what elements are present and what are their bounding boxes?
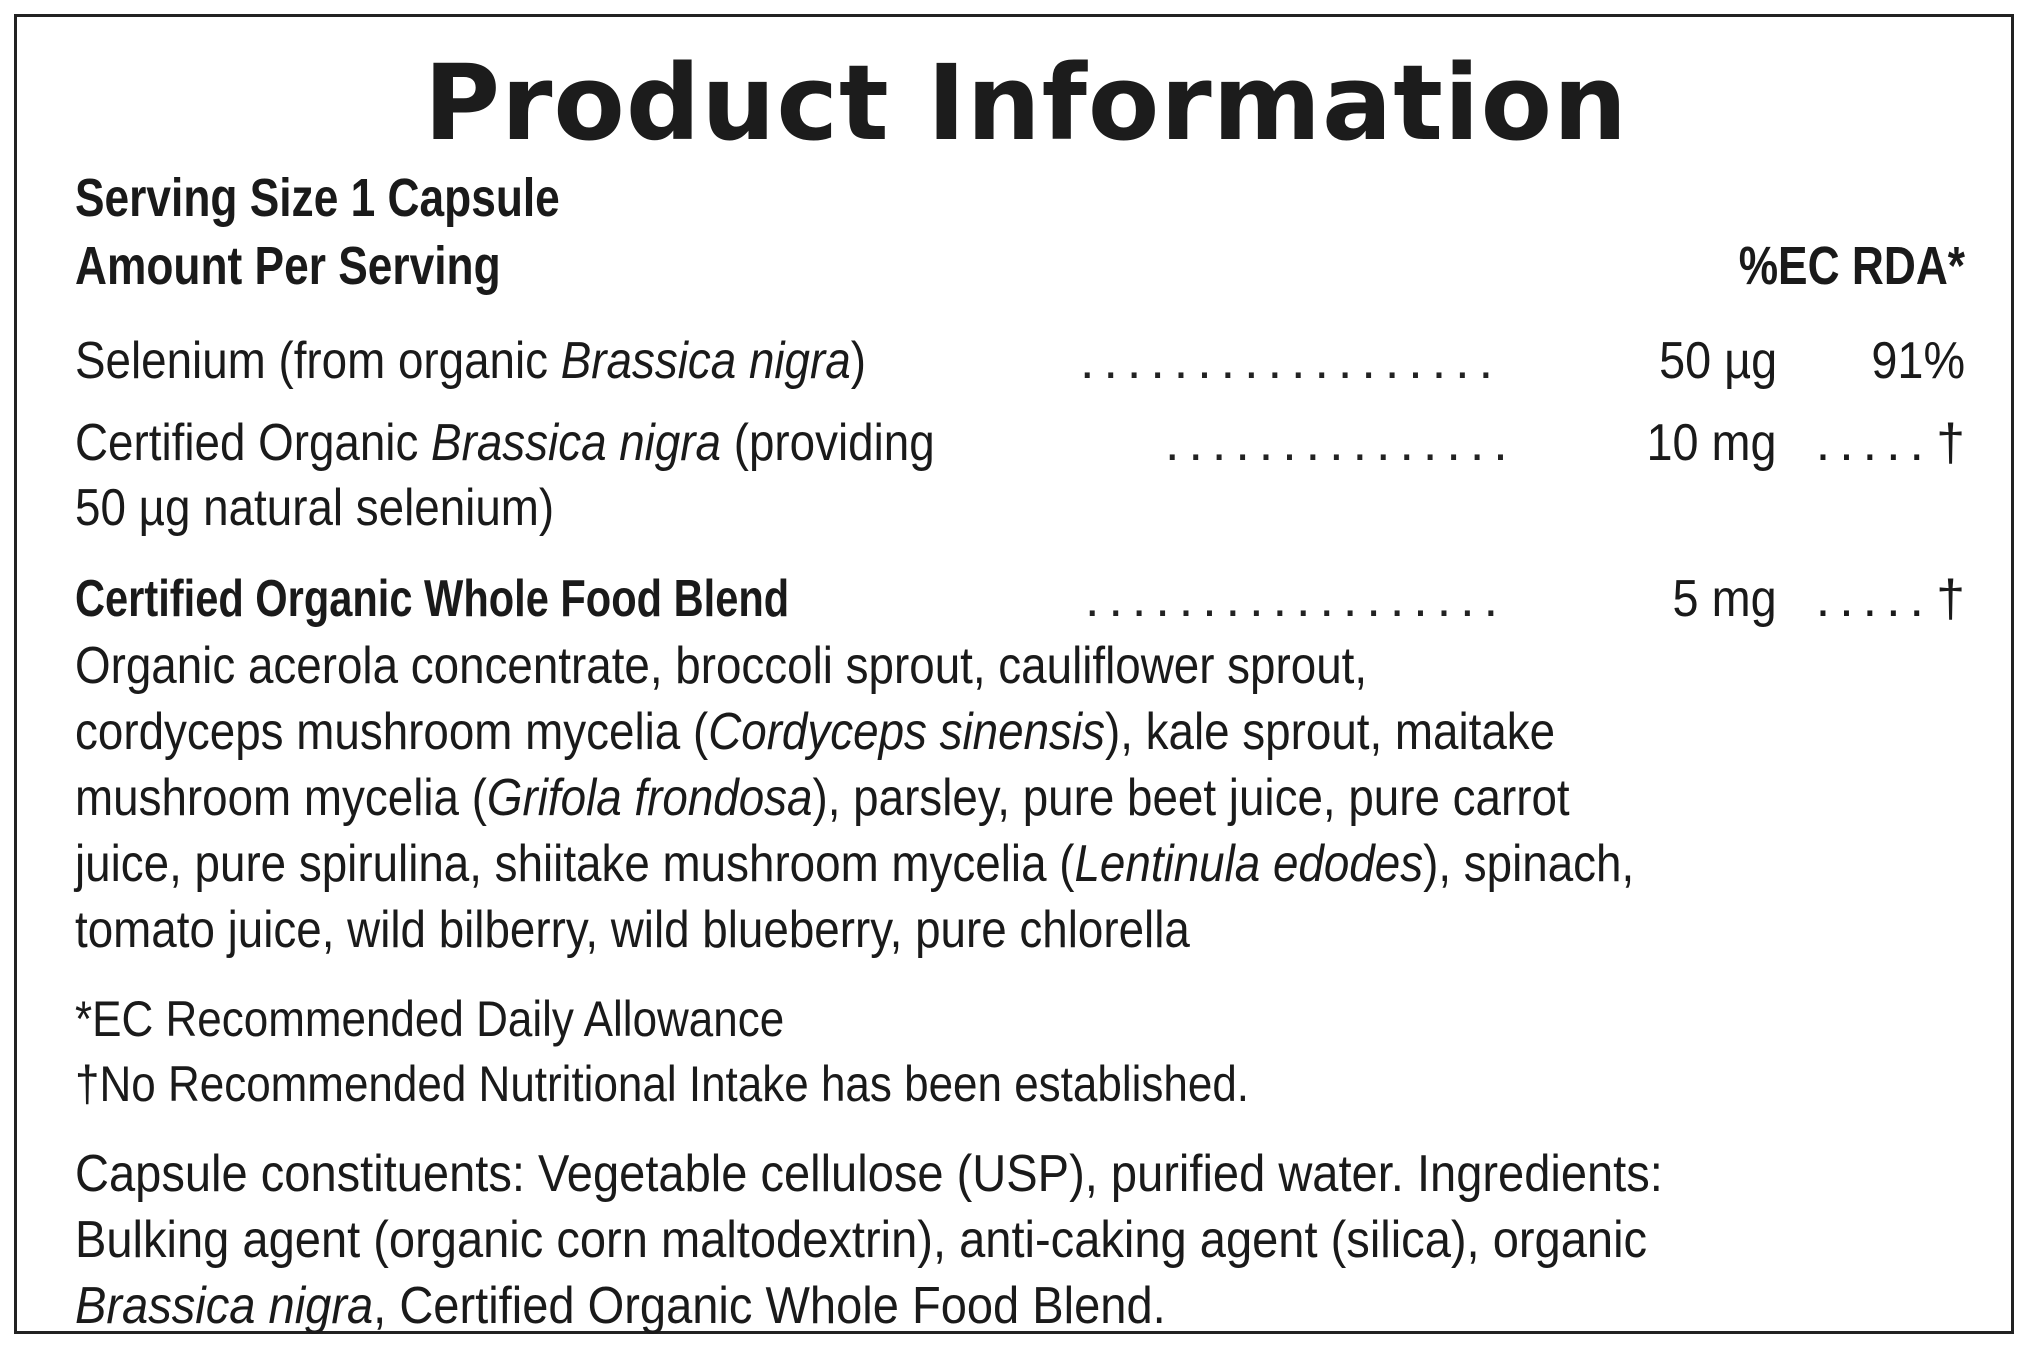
blend-ingredients (75, 633, 1977, 963)
blend-line: mushroom mycelia (Grifola frondosa), parsley, pure beet juice, pure carrot (75, 769, 1570, 827)
product-information-panel (14, 14, 2014, 1334)
leader-dots: .................. (1080, 332, 1503, 390)
nutrient-label: Certified Organic Brassica nigra (providing (75, 414, 935, 472)
footnote-dagger: †No Recommended Nutritional Intake has been established. (75, 1056, 1250, 1112)
footnote-asterisk: *EC Recommended Daily Allowance (75, 991, 785, 1047)
leader-dots: ..... (1815, 414, 1933, 472)
constituents-line: Capsule constituents: Vegetable cellulose (USP), purified water. Ingredients: (75, 1145, 1663, 1203)
blend-line: cordyceps mushroom mycelia (Cordyceps sinensis), kale sprout, maitake (75, 703, 1556, 761)
page-title: Product Information (423, 42, 1629, 164)
leader-dots: .................. (1085, 570, 1508, 628)
serving-size: Serving Size 1 Capsule (75, 168, 560, 228)
nutrient-rda: † (1936, 570, 1965, 628)
blend-line: juice, pure spirulina, shiitake mushroom mycelia (Lentinula edodes), spinach, (75, 835, 1635, 893)
nutrient-amount: 50 µg (1658, 332, 1777, 390)
leader-dots: ............... (1165, 414, 1517, 472)
leader-dots: ..... (1815, 570, 1933, 628)
nutrient-label-continued: 50 µg natural selenium) (75, 479, 555, 537)
nutrient-label: Certified Organic Whole Food Blend (75, 570, 790, 628)
nutrient-row-brassica-nigra (75, 414, 1977, 477)
nutrient-amount: 5 mg (1672, 570, 1777, 628)
amount-per-serving: Amount Per Serving (75, 236, 501, 296)
blend-line: tomato juice, wild bilberry, wild blueberry, pure chlorella (75, 901, 1190, 959)
nutrient-row-whole-food-blend (75, 570, 1977, 633)
nutrient-amount: 10 mg (1646, 414, 1777, 472)
nutrient-rda: † (1936, 414, 1965, 472)
nutrient-rda: 91% (1871, 332, 1965, 390)
constituents-line: Brassica nigra, Certified Organic Whole Food Blend. (75, 1277, 1166, 1335)
rda-header: %EC RDA* (1738, 236, 1965, 296)
nutrient-row-selenium (75, 332, 1977, 395)
capsule-constituents (75, 1141, 1977, 1339)
nutrient-label: Selenium (from organic Brassica nigra) (75, 332, 866, 390)
constituents-line: Bulking agent (organic corn maltodextrin), anti-caking agent (silica), organic (75, 1211, 1648, 1269)
blend-line: Organic acerola concentrate, broccoli sprout, cauliflower sprout, (75, 637, 1368, 695)
